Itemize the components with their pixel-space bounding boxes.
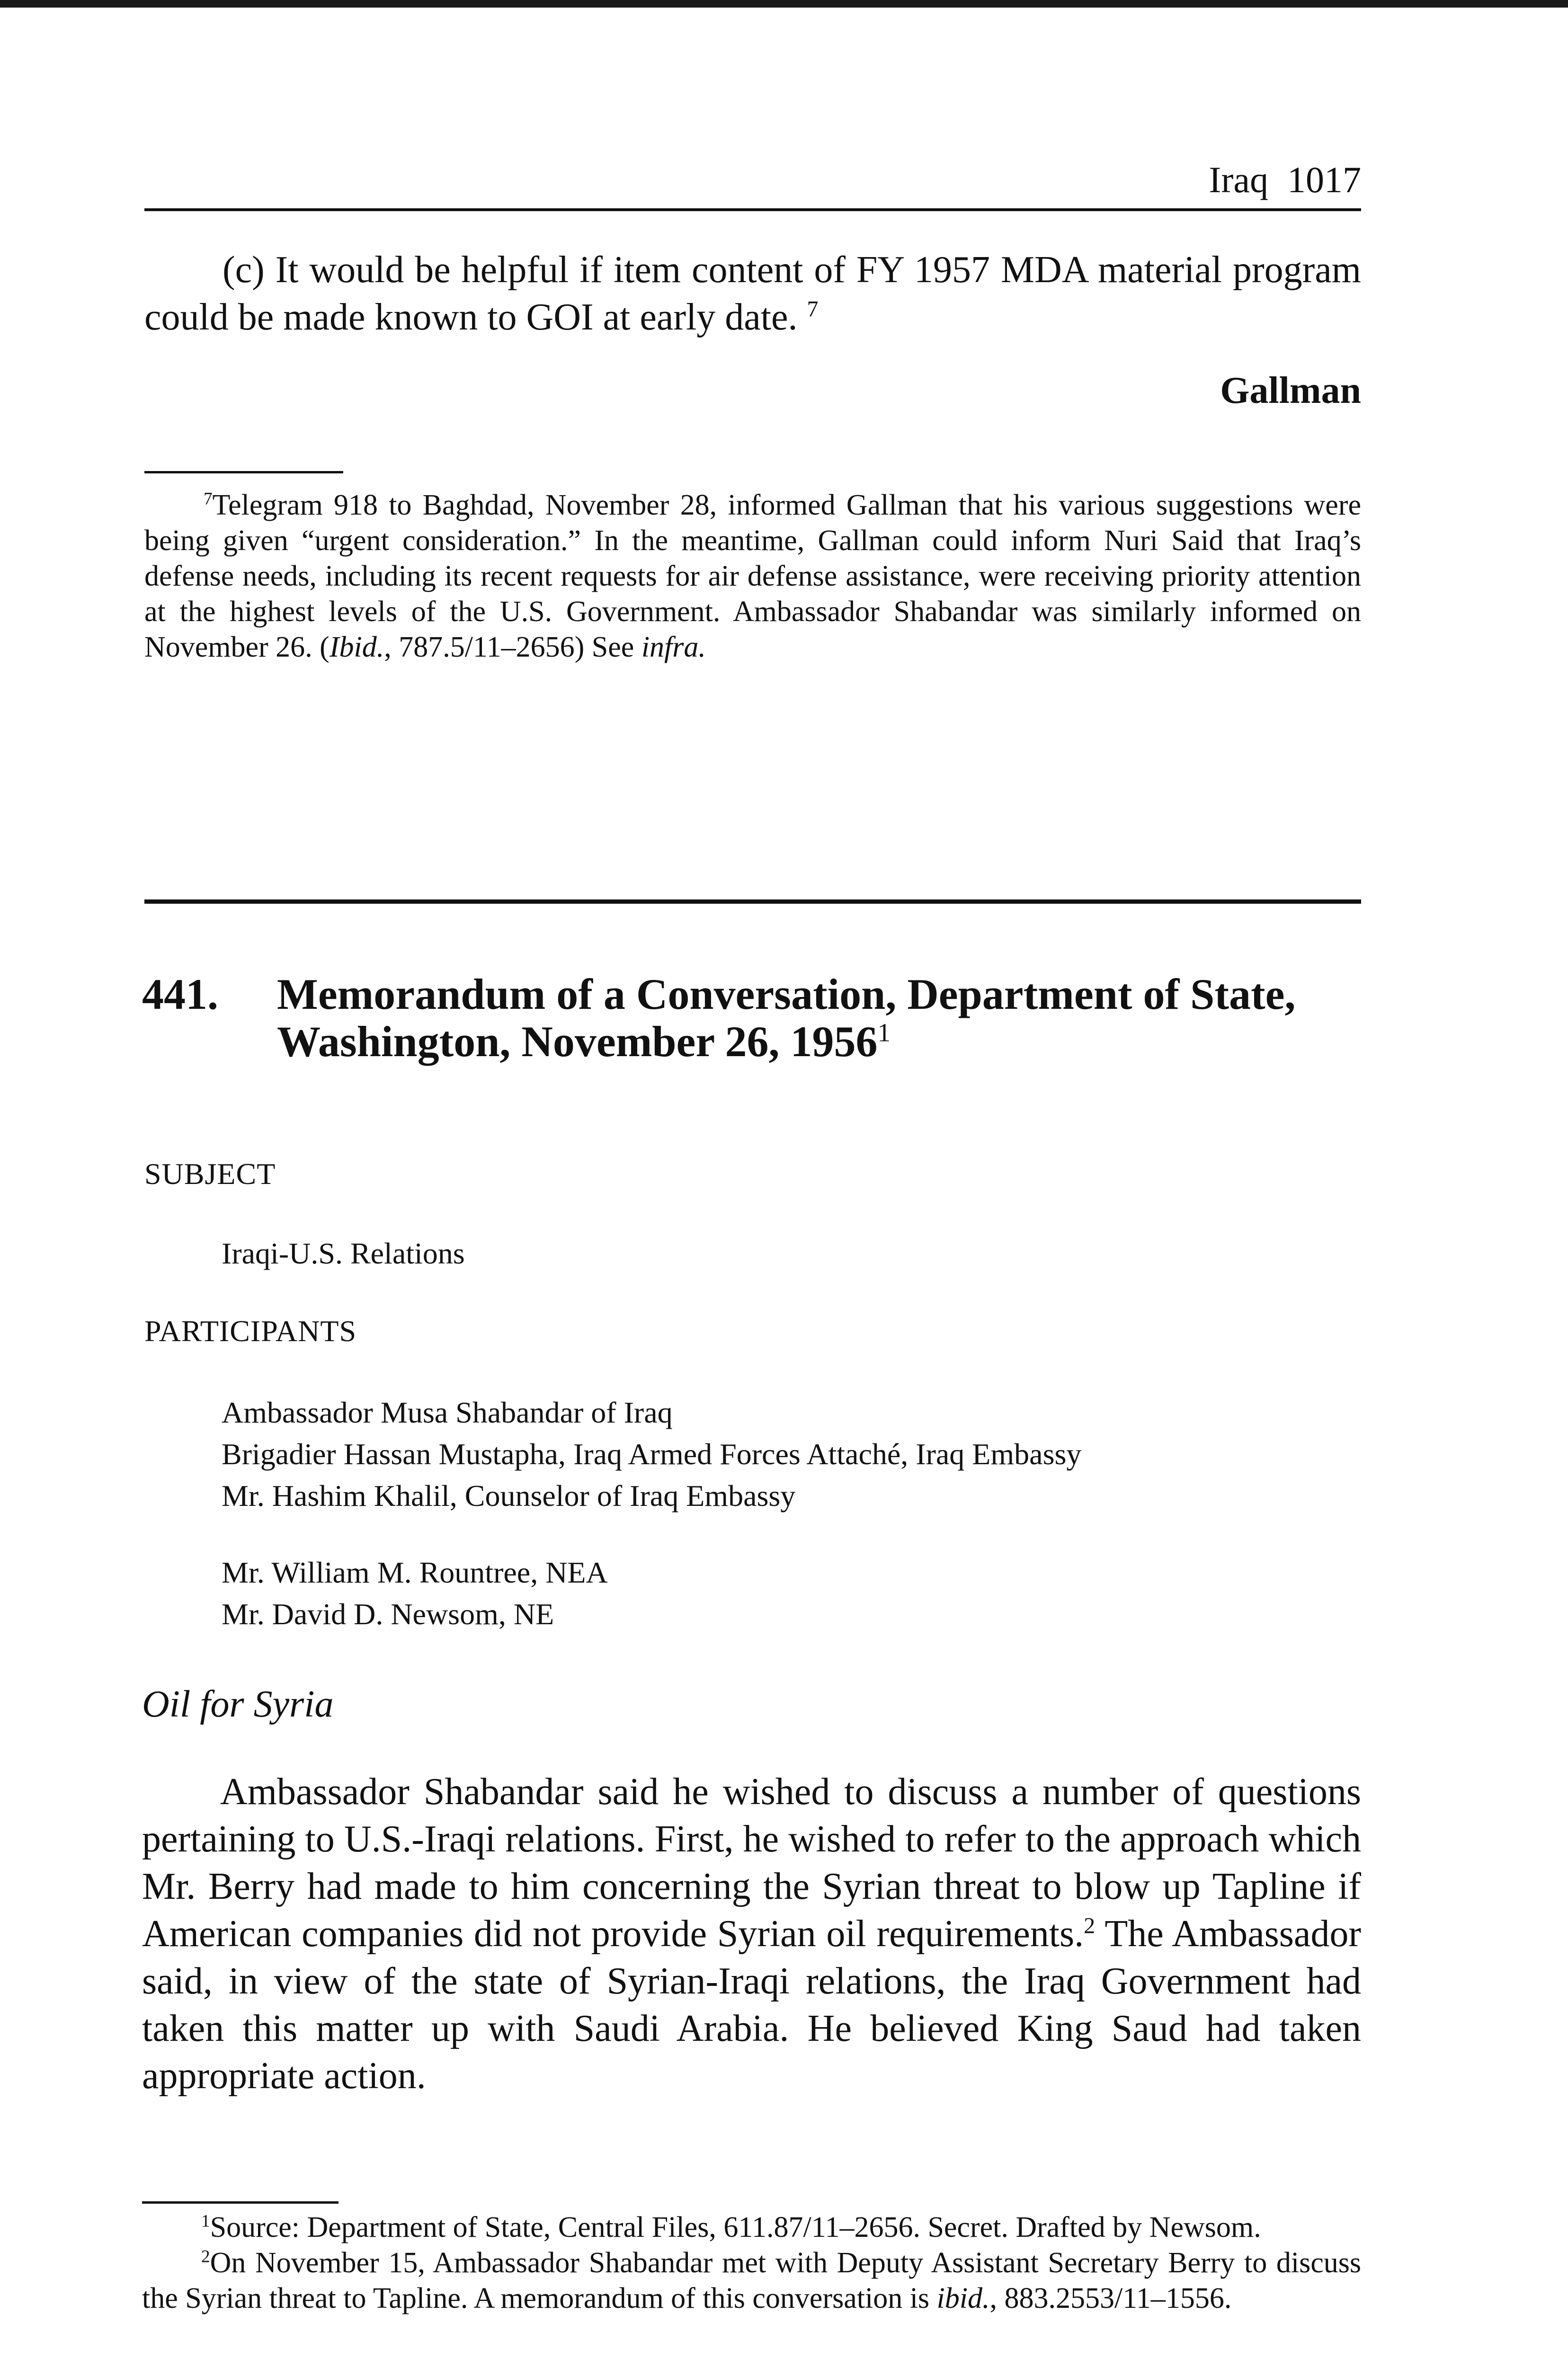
running-head — [144, 156, 1361, 211]
footnote-ref-7: 7 — [807, 296, 819, 322]
document-number: 441. — [142, 970, 218, 1018]
participants-label: PARTICIPANTS — [144, 1314, 357, 1348]
footnote-2-ibid: ibid. — [936, 2282, 990, 2314]
participant: Mr. David D. Newsom, NE — [222, 1597, 554, 1631]
participant: Mr. Hashim Khalil, Counselor of Iraq Embassy — [222, 1479, 796, 1513]
footnote-2-citation: , 883.2553/11–1556. — [989, 2282, 1232, 2314]
footnote-ref-2: 2 — [1084, 1913, 1096, 1939]
document-title-text: Memorandum of a Conversation, Department of State, Washington, November 26, 1956 — [277, 970, 1296, 1066]
document-title — [277, 970, 1361, 1065]
footnote-7-ibid: Ibid. — [329, 631, 384, 663]
title-footnote-ref: 1 — [877, 1018, 891, 1047]
scan-top-border — [0, 0, 1568, 8]
footnote-1 — [142, 2210, 1361, 2245]
signature: Gallman — [1220, 370, 1361, 411]
footnote-7-marker: 7 — [204, 489, 213, 509]
body-paragraph — [142, 1768, 1361, 2100]
footnote-2-marker: 2 — [201, 2247, 210, 2267]
section-heading: Oil for Syria — [142, 1683, 334, 1725]
footnote-7-citation: , 787.5/11–2656) See — [384, 631, 641, 663]
footnote-2-text: On November 15, Ambassador Shabandar met with Deputy Assistant Secretary Berry to discuss the Syrian threat to Tapline. A memorandum of this conversation is — [142, 2247, 1361, 2314]
participant: Mr. William M. Rountree, NEA — [222, 1556, 608, 1589]
running-head-section: Iraq — [1209, 159, 1268, 200]
subject-value: Iraqi-U.S. Relations — [222, 1237, 465, 1270]
continued-paragraph-text: (c) It would be helpful if item content of FY 1957 MDA material program could be made known to GOI at early date. — [144, 249, 1361, 338]
footnote-1-text: Source: Department of State, Central Files, 611.87/11–2656. Secret. Drafted by Newsom. — [210, 2211, 1261, 2243]
participant: Brigadier Hassan Mustapha, Iraq Armed Forces Attaché, Iraq Embassy — [222, 1437, 1082, 1471]
footnote-2 — [142, 2245, 1361, 2316]
participants-iraq — [222, 1392, 1081, 1517]
continued-paragraph — [144, 246, 1361, 341]
footnotes-block — [142, 2210, 1361, 2316]
footnote-7 — [144, 488, 1361, 665]
footnote-rule — [144, 471, 343, 473]
participants-us — [222, 1552, 608, 1635]
body-paragraph-part-a: Ambassador Shabandar said he wished to discuss a number of questions pertaining to U.S.-Iraqi relations. First, he wished to refer to the approach which Mr. Berry had made to him concerning the Syrian threat to blow up Tapline if American companies did not provide Syrian oil requirements. — [142, 1771, 1361, 1955]
subject-label: SUBJECT — [144, 1157, 276, 1191]
footnote-7-infra: infra. — [641, 631, 706, 663]
participant: Ambassador Musa Shabandar of Iraq — [222, 1396, 673, 1429]
footnote-7-text: Telegram 918 to Baghdad, November 28, informed Gallman that his various suggestions were being given “urgent consideration.” In the meantime, Gallman could inform Nuri Said that Iraq’s defense needs, including its recent requests for air defense assistance, were receiving priority attention at the highest levels of the U.S. Government. Ambassador Shabandar was similarly informed on November 26. ( — [144, 489, 1361, 663]
page-number: 1017 — [1287, 159, 1361, 200]
section-divider — [144, 899, 1361, 904]
footnote-rule — [142, 2201, 339, 2204]
footnote-1-marker: 1 — [201, 2211, 210, 2231]
body-paragraph-part-b: The Ambassador said, in view of the state of Syrian-Iraqi relations, the Iraq Government had taken this matter up with Saudi Arabia. He believed King Saud had taken appropriate action. — [142, 1913, 1362, 2097]
